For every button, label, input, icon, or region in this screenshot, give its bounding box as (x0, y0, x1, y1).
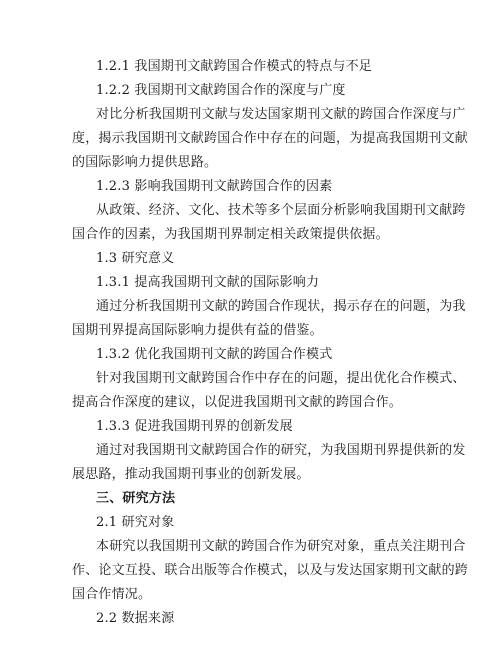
paragraph-line: 展思路，推动我国期刊事业的创新发展。 (72, 467, 310, 482)
paragraph-line: 国期刊界提高国际影响力提供有益的借鉴。 (72, 323, 323, 338)
paragraph-line: 对比分析我国期刊文献与发达国家期刊文献的跨国合作深度与广 (96, 107, 466, 122)
heading-1-3-2: 1.3.2 优化我国期刊文献的跨国合作模式 (96, 347, 333, 362)
heading-1-2-3: 1.2.3 影响我国期刊文献跨国合作的因素 (96, 179, 333, 194)
paragraph-line: 国合作的因素，为我国期刊界制定相关政策提供依据。 (72, 227, 389, 242)
paragraph-line: 国合作情况。 (72, 587, 152, 602)
paragraph-line: 通过分析我国期刊文献的跨国合作现状，揭示存在的问题，为我 (96, 299, 466, 314)
paragraph-line: 作、论文互投、联合出版等合作模式，以及与发达国家期刊文献的跨 (72, 563, 469, 578)
heading-1-3-3: 1.3.3 促进我国期刊界的创新发展 (96, 419, 293, 434)
heading-2-2: 2.2 数据来源 (96, 611, 175, 626)
heading-1-2-2: 1.2.2 我国期刊文献跨国合作的深度与广度 (96, 83, 346, 98)
heading-1-3-1: 1.3.1 提高我国期刊文献的国际影响力 (96, 275, 320, 290)
paragraph-line: 的国际影响力提供思路。 (72, 155, 218, 170)
paragraph-line: 通过对我国期刊文献跨国合作的研究，为我国期刊界提供新的发 (96, 443, 466, 458)
paragraph-line: 提高合作深度的建议，以促进我国期刊文献的跨国合作。 (72, 395, 403, 410)
paragraph-line: 针对我国期刊文献跨国合作中存在的问题，提出优化合作模式、 (96, 371, 466, 386)
heading-2-1: 2.1 研究对象 (96, 515, 175, 530)
paragraph-line: 本研究以我国期刊文献的跨国合作为研究对象，重点关注期刊合 (96, 539, 466, 554)
paragraph-line: 度，揭示我国期刊文献跨国合作中存在的问题，为提高我国期刊文献 (72, 131, 469, 146)
heading-1-2-1: 1.2.1 我国期刊文献跨国合作模式的特点与不足 (96, 59, 373, 74)
paragraph-line: 从政策、经济、文化、技术等多个层面分析影响我国期刊文献跨 (96, 203, 466, 218)
heading-1-3: 1.3 研究意义 (96, 251, 175, 266)
section-heading-research-methods: 三、研究方法 (96, 491, 176, 506)
